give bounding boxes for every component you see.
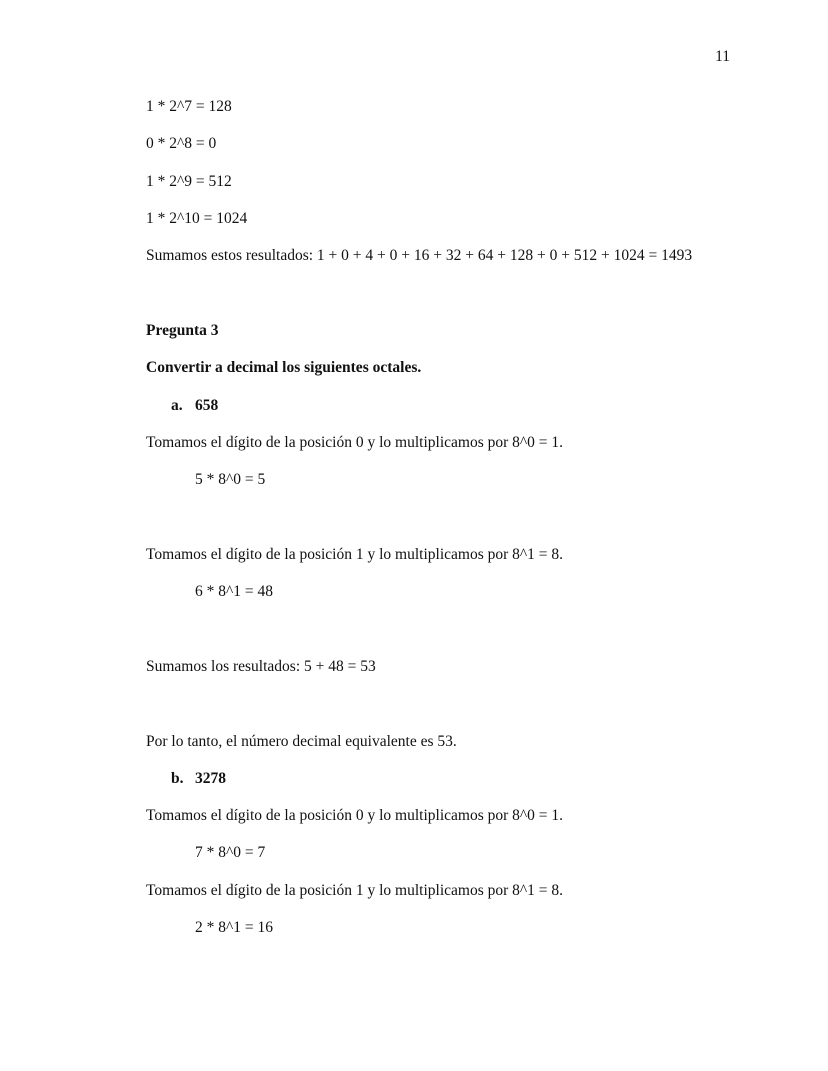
item-a-sum: Sumamos los resultados: 5 + 48 = 53: [146, 658, 376, 675]
binary-term-line: 1 * 2^10 = 1024: [146, 210, 248, 227]
binary-term-line: 1 * 2^7 = 128: [146, 98, 232, 115]
item-a-conclusion: Por lo tanto, el número decimal equivalente es 53.: [146, 733, 457, 750]
binary-sum-line: Sumamos estos resultados: 1 + 0 + 4 + 0 + 16 + 32 + 64 + 128 + 0 + 512 + 1024 = 1493: [146, 247, 693, 264]
item-b-step1-text: Tomamos el dígito de la posición 1 y lo multiplicamos por 8^1 = 8.: [146, 882, 564, 899]
binary-term-line: 0 * 2^8 = 0: [146, 135, 217, 152]
item-a-step1-text: Tomamos el dígito de la posición 1 y lo multiplicamos por 8^1 = 8.: [146, 546, 564, 563]
question-title: Pregunta 3: [146, 322, 219, 339]
item-a-step1-calc: 6 * 8^1 = 48: [195, 583, 274, 600]
item-a-number: 658: [195, 397, 219, 414]
item-a-step0-text: Tomamos el dígito de la posición 0 y lo multiplicamos por 8^0 = 1.: [146, 434, 564, 451]
item-b-number: 3278: [195, 770, 226, 787]
item-b-step0-calc: 7 * 8^0 = 7: [195, 844, 266, 861]
page-number: 11: [715, 48, 730, 65]
question-instruction: Convertir a decimal los siguientes octales.: [146, 359, 422, 376]
item-a-heading: [171, 396, 218, 416]
item-b-heading: [171, 769, 226, 789]
item-b-step0-text: Tomamos el dígito de la posición 0 y lo multiplicamos por 8^0 = 1.: [146, 807, 564, 824]
item-a-letter: a.: [171, 397, 183, 414]
item-b-letter: b.: [171, 770, 184, 787]
item-a-step0-calc: 5 * 8^0 = 5: [195, 471, 266, 488]
binary-term-line: 1 * 2^9 = 512: [146, 173, 232, 190]
item-b-step1-calc: 2 * 8^1 = 16: [195, 919, 274, 936]
